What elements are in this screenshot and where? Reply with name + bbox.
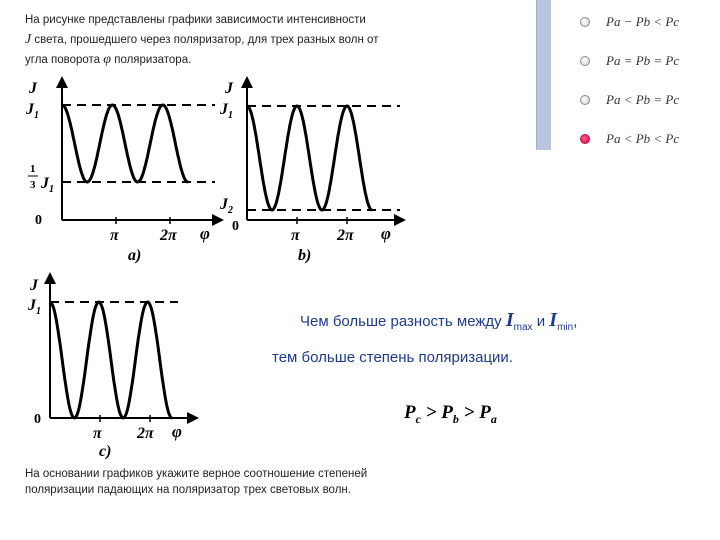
option-4-radio[interactable]: [580, 134, 590, 144]
answer-formula: $P_c > P_b > P_a$: [404, 402, 497, 426]
graph-b-x-label: φ: [381, 224, 391, 243]
answer-options: [580, 2, 720, 158]
graph-c-zero: 0: [34, 412, 41, 427]
graph-c-x-label: φ: [172, 422, 182, 441]
graph-b-tick-2pi: 2π: [337, 227, 354, 244]
option-2[interactable]: [580, 41, 720, 80]
explanation-text: [272, 305, 692, 373]
graph-b-label: b): [298, 247, 312, 264]
option-3-label: Pa < Pb = Pc: [606, 91, 680, 107]
graph-a-tick-2pi: 2π: [160, 227, 177, 244]
graph-a-curve: [62, 105, 188, 182]
graph-b-j2: $J_2$: [220, 196, 233, 216]
graph-a: [25, 80, 218, 264]
graph-b-j1: $J_1$: [220, 101, 233, 121]
graph-a-frac-j: $J_1$: [41, 175, 54, 195]
graph-a-zero: 0: [35, 213, 42, 228]
graph-c-tick-2pi: 2π: [137, 425, 154, 442]
graph-a-j1: $J_1$: [26, 101, 39, 121]
option-1-label: Pa − Pb < Pc: [606, 13, 680, 29]
option-1-radio[interactable]: [580, 17, 590, 27]
graph-b: [219, 80, 400, 264]
graph-a-frac-den: 3: [30, 179, 36, 191]
graph-a-label: a): [128, 247, 142, 264]
phi-symbol: φ: [103, 52, 112, 67]
option-3-radio[interactable]: [580, 95, 590, 105]
explanation-line-2: тем больше степень поляризации.: [272, 349, 513, 366]
graph-c-tick-pi: π: [93, 425, 102, 442]
explanation-line-1: Чем больше разность между $I_{max}$ и $I_{min}$,: [300, 309, 578, 333]
option-4-label: Pa < Pb < Pc: [606, 130, 680, 146]
j-symbol: J: [25, 32, 32, 47]
graph-a-x-label: φ: [200, 224, 210, 243]
question-line-2: J света, прошедшего через поляризатор, для трех разных волн от: [25, 32, 379, 47]
option-3[interactable]: [580, 80, 720, 119]
answers-strip: [536, 0, 551, 150]
graph-a-frac-num: 1: [30, 163, 36, 175]
question-line-3: угла поворота φ поляризатора.: [25, 52, 192, 67]
task-instruction: [25, 466, 485, 498]
option-1[interactable]: [580, 2, 720, 41]
graph-a-tick-pi: π: [110, 227, 119, 244]
graph-c: [27, 277, 193, 460]
option-2-label: Pa = Pb = Pc: [606, 52, 680, 68]
option-4[interactable]: [580, 119, 720, 158]
graph-c-j1: $J_1$: [28, 297, 41, 317]
graph-c-label: c): [99, 443, 112, 460]
graph-c-curve: [50, 302, 172, 418]
graph-b-y-label: J: [225, 80, 233, 97]
option-2-radio[interactable]: [580, 56, 590, 66]
task-line-1: На основании графиков укажите верное соотношение степеней: [25, 468, 368, 480]
question-line-1: На рисунке представлены графики зависимости интенсивности: [25, 14, 366, 26]
graph-a-y-label: J: [29, 80, 37, 97]
graph-b-tick-pi: π: [291, 227, 300, 244]
graph-b-zero: 0: [232, 219, 239, 234]
task-line-2: поляризации падающих на поляризатор трех световых волн.: [25, 484, 351, 496]
graph-c-y-label: J: [30, 277, 38, 294]
graph-b-curve: [247, 106, 372, 210]
